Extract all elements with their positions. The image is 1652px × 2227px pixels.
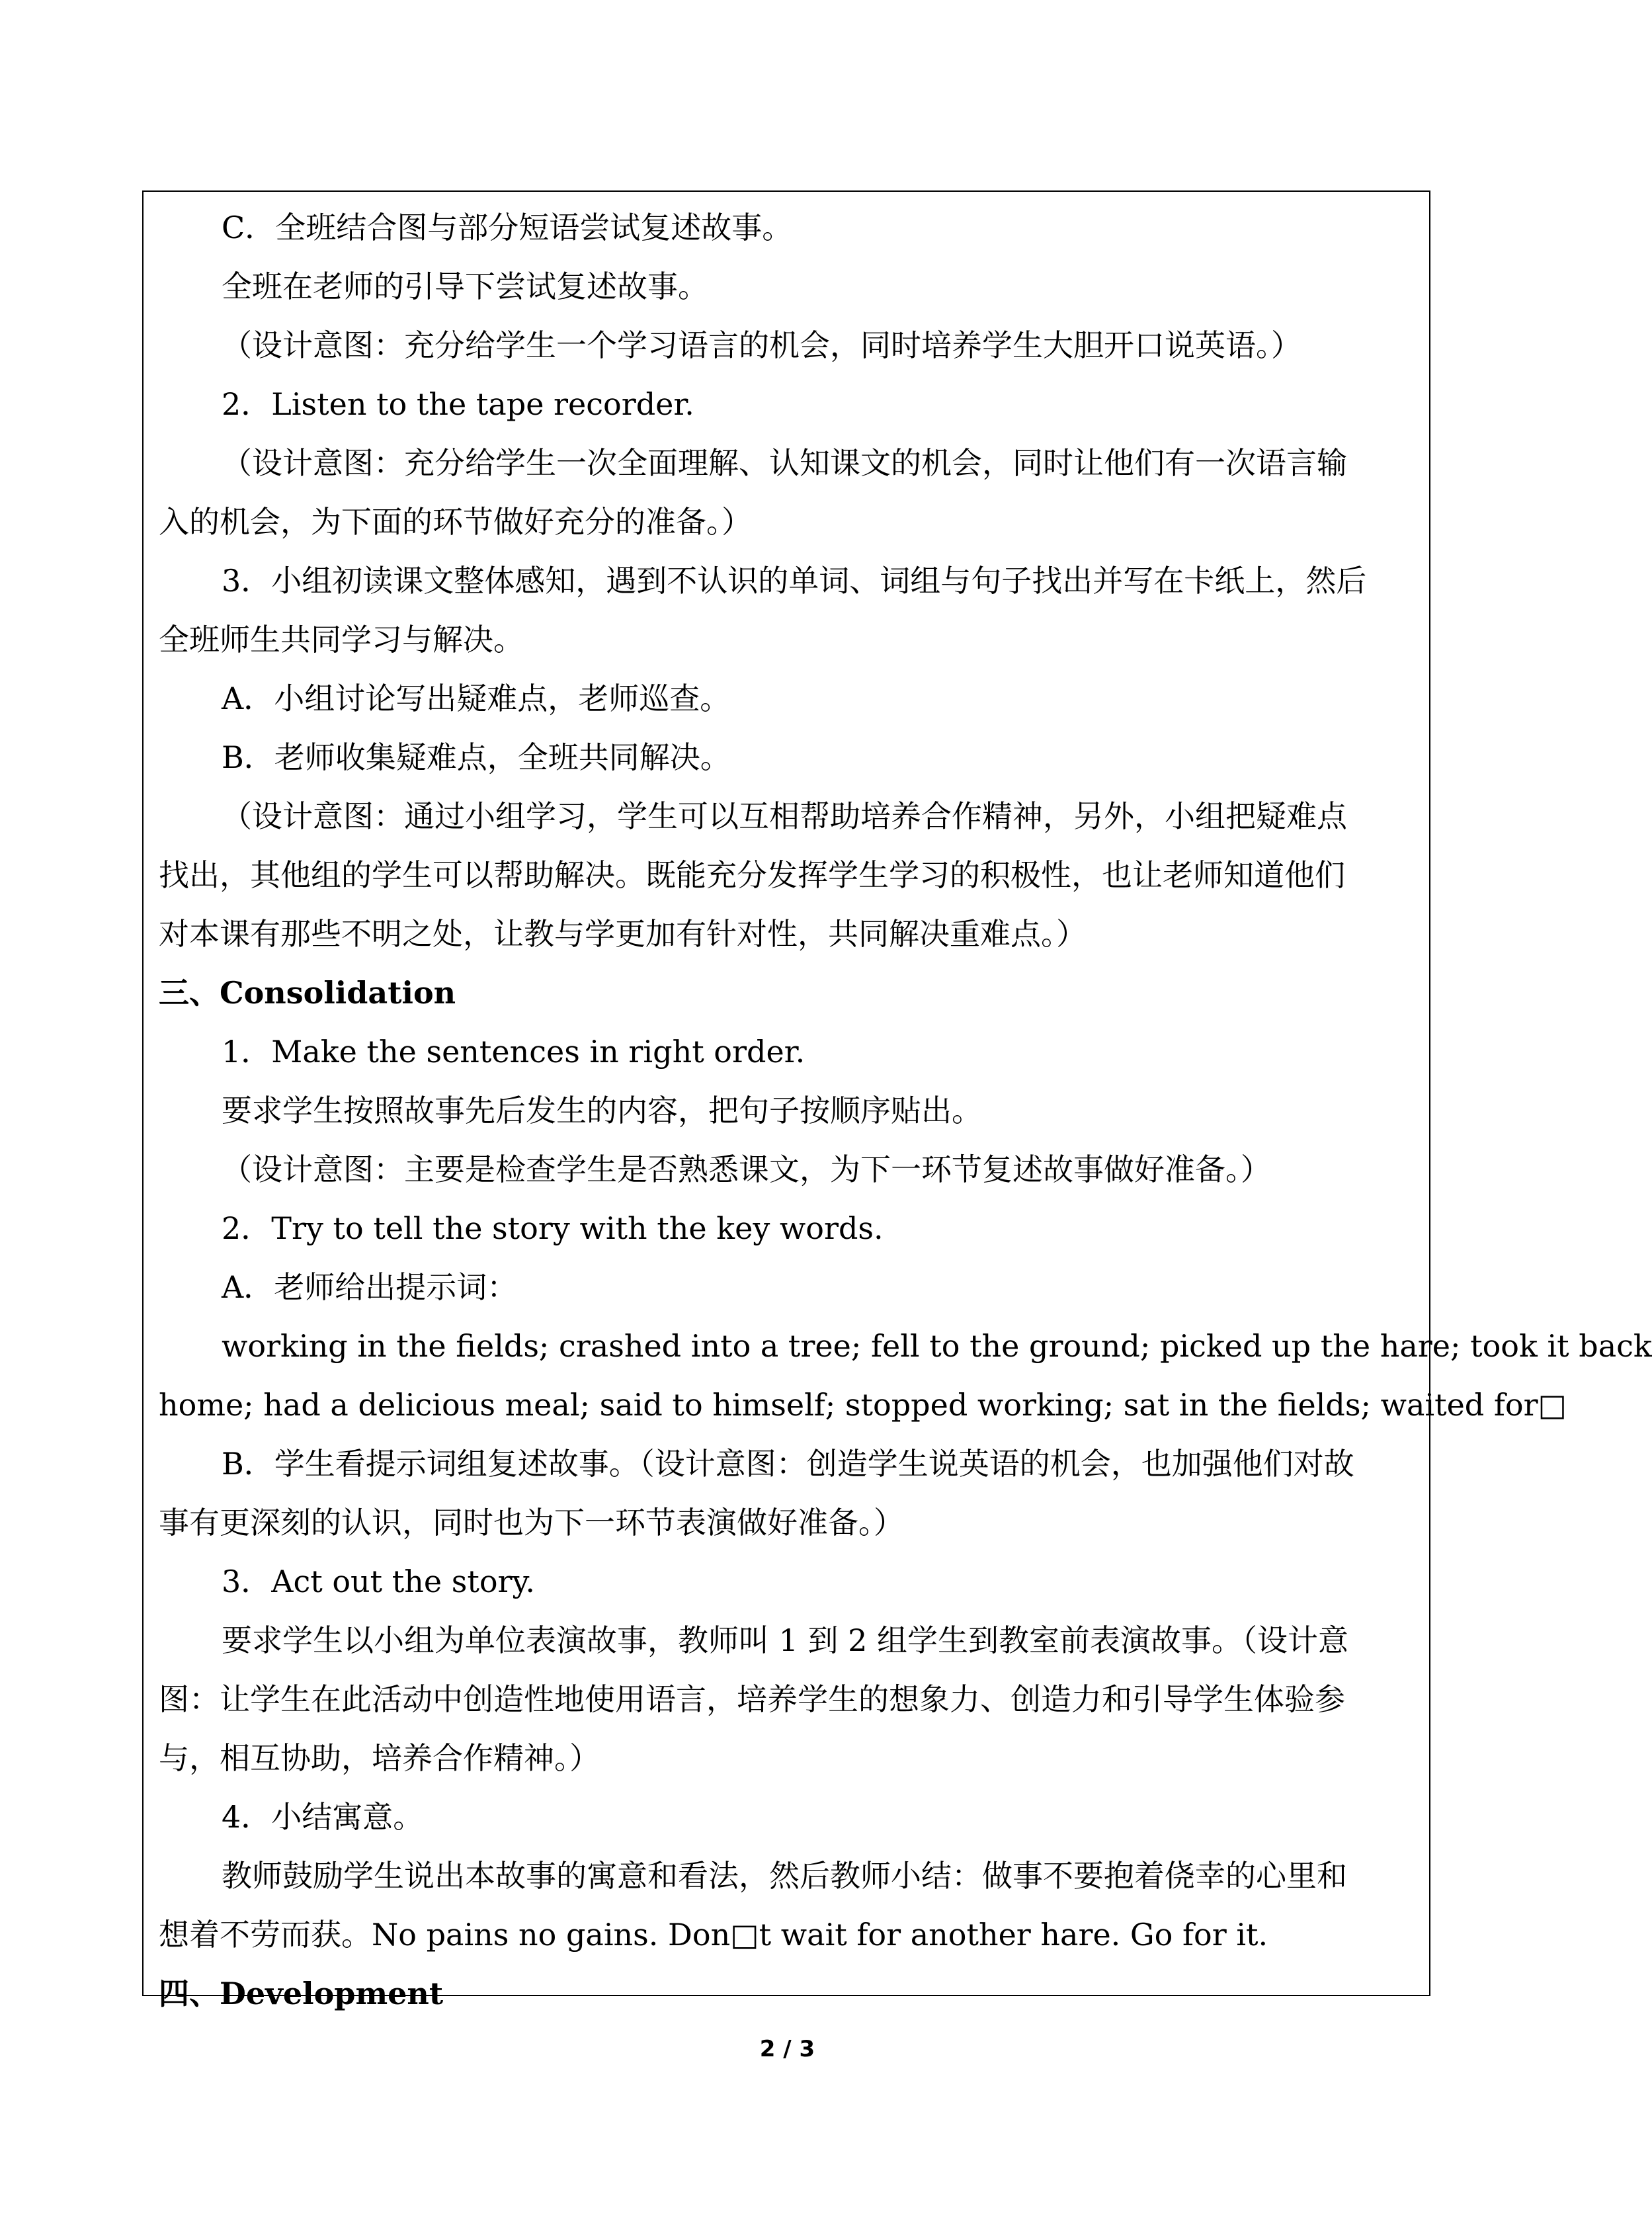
text-line: （设计意图：充分给学生一次全面理解、认知课文的机会，同时让他们有一次语言输 [222,445,1347,481]
text-line: 图：让学生在此活动中创造性地使用语言，培养学生的想象力、创造力和引导学生体验参 [159,1681,1345,1717]
text-line: 对本课有那些不明之处，让教与学更加有针对性，共同解决重难点。） [159,916,1087,952]
text-line: 2．Listen to the tape recorder. [222,386,694,422]
text-line: 4．小结寓意。 [222,1799,424,1835]
text-line: 3．小组初读课文整体感知，遇到不认识的单词、词组与句子找出并写在卡纸上，然后 [222,563,1367,599]
text-line: 找出，其他组的学生可以帮助解决。既能充分发挥学生学习的积极性，也让老师知道他们 [159,857,1345,893]
section-heading: 四、Development [159,1976,444,2011]
text-line: 2．Try to tell the story with the key words. [222,1210,884,1246]
text-line: 入的机会，为下面的环节做好充分的准备。） [159,504,752,540]
text-line: A．小组讨论写出疑难点，老师巡查。 [222,681,731,716]
text-line: working in the fields; crashed into a tree; fell to the ground; picked up the hare; took it back [222,1328,1652,1364]
text-line: 全班师生共同学习与解决。 [159,622,524,657]
text-line: A．老师给出提示词： [222,1269,518,1305]
text-line: （设计意图：主要是检查学生是否熟悉课文，为下一环节复述故事做好准备。） [222,1152,1271,1187]
page-number: 2 / 3 [759,2036,815,2062]
text-line: 3．Act out the story. [222,1564,536,1599]
text-line: B．学生看提示词组复述故事。（设计意图：创造学生说英语的机会，也加强他们对故 [222,1446,1354,1482]
text-line: 事有更深刻的认识，同时也为下一环节表演做好准备。） [159,1505,904,1540]
text-line: home; had a delicious meal; said to himself; stopped working; sat in the fields; waited for□ [159,1387,1567,1423]
text-line: 教师鼓励学生说出本故事的寓意和看法，然后教师小结：做事不要抱着侥幸的心里和 [222,1858,1347,1894]
text-line: C．全班结合图与部分短语尝试复述故事。 [222,210,793,245]
text-line: 想着不劳而获。No pains no gains. Don□t wait for another hare. Go for it. [159,1917,1268,1953]
text-line: 与，相互协助，培养合作精神。） [159,1740,600,1776]
text-line: 1．Make the sentences in right order. [222,1034,805,1070]
text-line: （设计意图：通过小组学习，学生可以互相帮助培养合作精神，另外，小组把疑难点 [222,798,1347,834]
text-line: 全班在老师的引导下尝试复述故事。 [222,269,708,304]
text-line: （设计意图：充分给学生一个学习语言的机会，同时培养学生大胆开口说英语。） [222,327,1301,363]
text-line: 要求学生以小组为单位表演故事，教师叫 1 到 2 组学生到教室前表演故事。（设计意 [222,1622,1349,1658]
document-body [159,198,1652,2023]
text-line: 要求学生按照故事先后发生的内容，把句子按顺序贴出。 [222,1093,982,1128]
section-heading: 三、Consolidation [159,975,456,1011]
text-line: B．老师收集疑难点，全班共同解决。 [222,739,731,775]
